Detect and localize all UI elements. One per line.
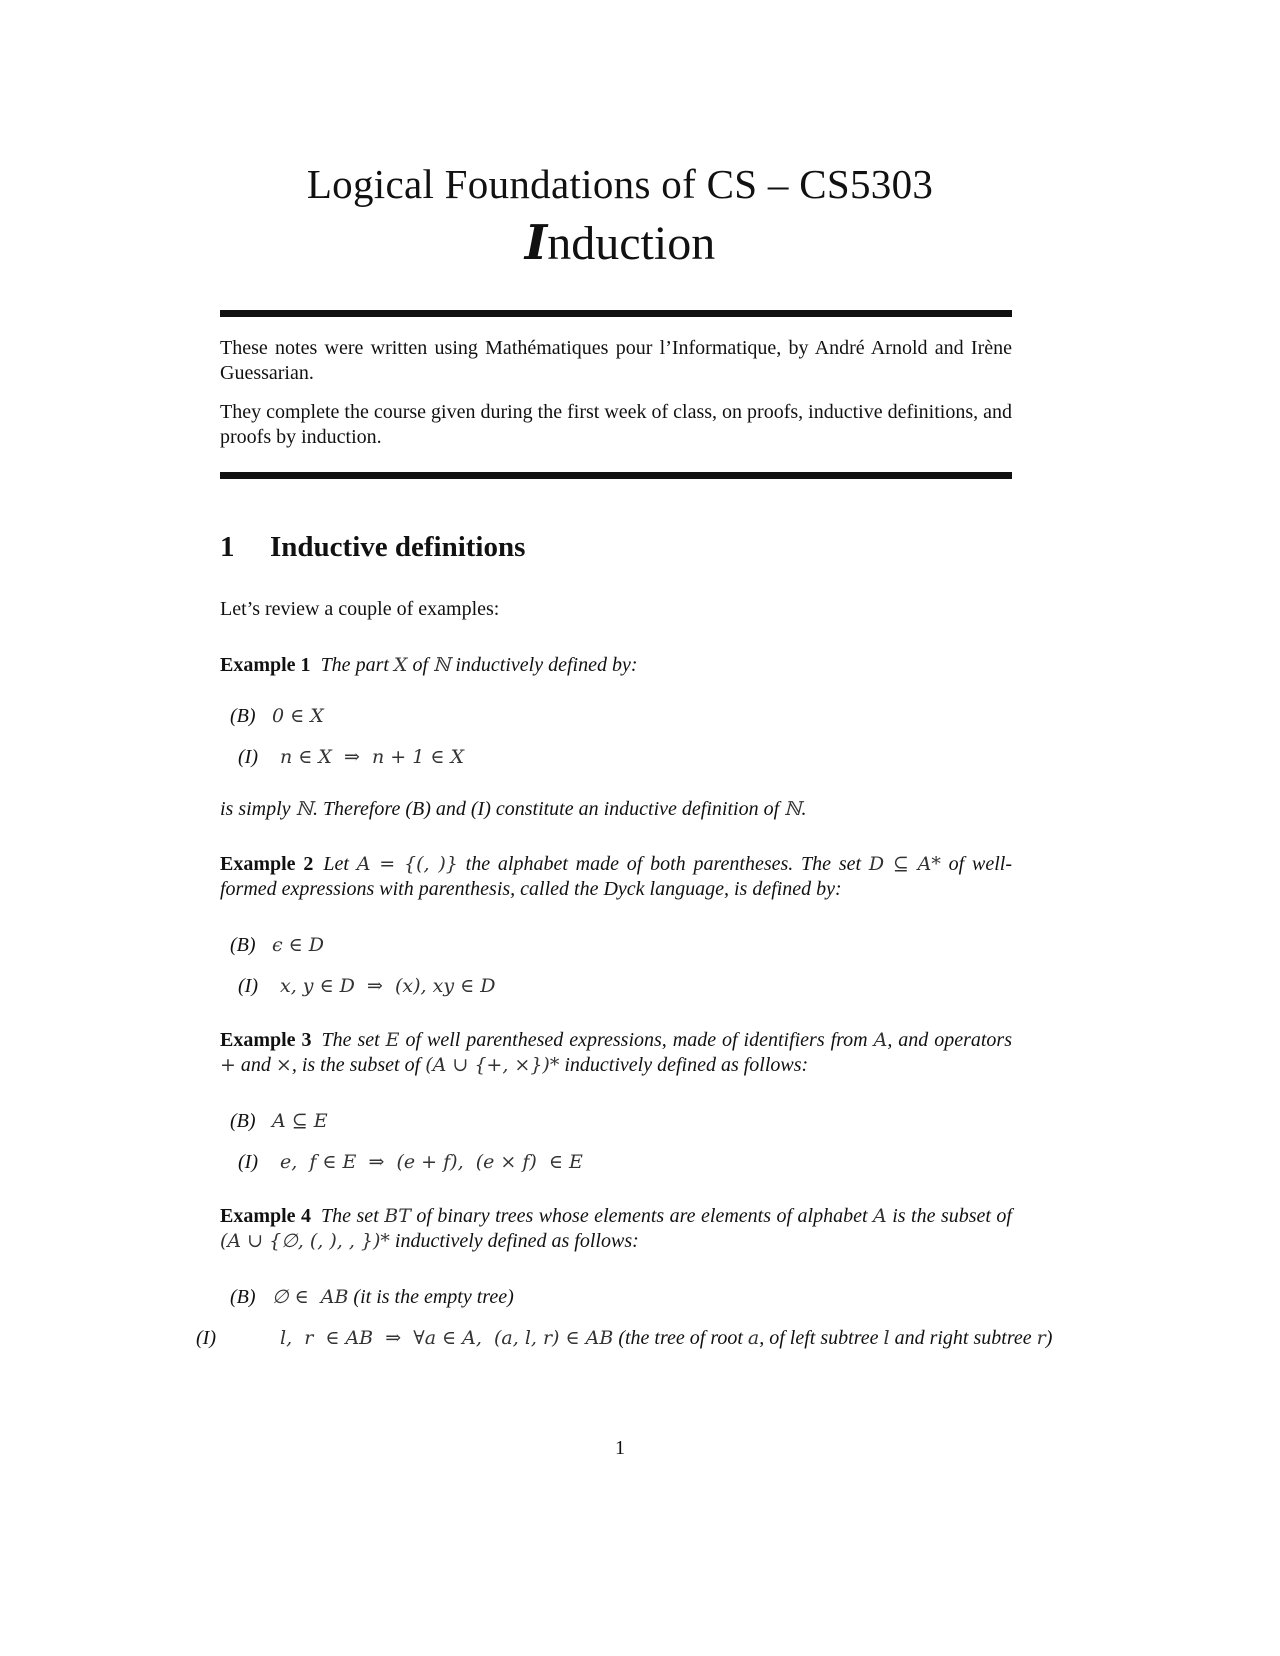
math-naturals: ℕ [433,654,451,676]
example-4-inductive-rule [196,1326,1054,1351]
example-3-text: and [235,1054,276,1076]
math-naturals: ℕ [784,798,802,820]
example-1-conclusion [220,797,1012,822]
example-1-base-rule [230,704,1000,729]
example-1-text: The part [320,654,394,676]
example-4-label: Example 4 [220,1205,312,1227]
math-e: E [385,1029,400,1051]
rule-label: (B) [230,934,256,956]
math-r: r [1036,1327,1046,1349]
math-subset: (A ∪ {+, ×})* [425,1054,560,1076]
conclusion-text: . Therefore (B) and (I) constitute an inductive definition of [312,798,785,820]
section-heading [220,531,525,564]
example-3 [220,1028,1012,1078]
rule-math: e, f ∈ E ⇒ (e + f), (e × f) ∈ E [280,1151,583,1173]
example-1-text: inductively defined by: [450,654,638,676]
rule-math: l, r ∈ AB ⇒ ∀a ∈ A, (a, l, r) ∈ AB [280,1327,614,1349]
rule-math: A ⊆ E [272,1110,328,1132]
math-x: X [393,654,408,676]
math-naturals: ℕ [295,798,313,820]
math-dyck-set: D ⊆ A* [868,853,941,875]
rule-comment: and right subtree [889,1327,1037,1349]
example-4-text: inductively defined as follows: [389,1230,639,1252]
math-a: A [873,1029,888,1051]
rule-label: (I) [238,746,258,768]
section-title: Inductive definitions [270,531,526,563]
math-a: A [873,1205,887,1227]
example-3-base-rule [230,1109,1000,1134]
rule-comment: , of left subtree [759,1327,884,1349]
math-alphabet: A = {(, )} [356,853,458,875]
rule-comment: ) [1045,1327,1053,1349]
example-1-label: Example 1 [220,654,311,676]
example-2-text: the alphabet made of both parentheses. The set [457,853,869,875]
example-1-inductive-rule [238,745,1008,770]
example-2 [220,852,1012,902]
section-number: 1 [220,531,235,563]
abstract-paragraph-2: They complete the course given during the first week of class, on proofs, inductive definitions, and proofs by induction. [220,401,1013,448]
rule-math: 0 ∈ X [272,705,324,727]
math-times: × [275,1054,292,1076]
example-1 [220,653,1012,678]
fraktur-initial: I [524,215,548,271]
document-subtitle [0,215,1240,271]
top-rule [220,310,1012,317]
rule-label: (I) [238,975,258,997]
example-3-label: Example 3 [220,1029,312,1051]
example-4-text: is the subset of [886,1205,1012,1227]
rule-comment: (the tree of root [613,1327,748,1349]
math-a: a [747,1327,760,1349]
math-plus: + [220,1054,236,1076]
math-subset: (A ∪ {∅, (, ), , })* [220,1230,390,1252]
rule-label: (I) [196,1327,216,1349]
example-4-base-rule [230,1285,1000,1310]
rule-label: (B) [230,705,256,727]
example-2-text: of well-formed expressions with parenthesis, called the Dyck language, is defined by: [220,853,1013,900]
rule-math: x, y ∈ D ⇒ (x), xy ∈ D [280,975,496,997]
example-3-text: The set [321,1029,386,1051]
math-bt: BT [384,1205,411,1227]
example-3-text: of well parenthesed expressions, made of identifiers from [399,1029,874,1051]
example-1-text: of [407,654,433,676]
rule-comment: (it is the empty tree) [348,1286,514,1308]
example-3-text: , and operators [887,1029,1012,1051]
example-2-base-rule [230,933,1000,958]
example-4 [220,1204,1012,1254]
rule-math: ∅ ∈ AB [272,1286,349,1308]
conclusion-text: . [801,798,807,820]
example-2-inductive-rule [238,974,1008,999]
example-4-text: of binary trees whose elements are elements of alphabet [410,1205,873,1227]
document-title: Logical Foundations of CS – CS5303 [306,161,934,207]
abstract [220,336,1012,464]
page-number: 1 [615,1437,625,1459]
math-l: l [883,1327,890,1349]
section-intro: Let’s review a couple of examples: [220,598,500,620]
example-2-text: Let [323,853,357,875]
rule-label: (B) [230,1110,256,1132]
example-2-label: Example 2 [220,853,314,875]
example-3-text: , is the subset of [291,1054,426,1076]
rule-math: n ∈ X ⇒ n + 1 ∈ X [280,746,464,768]
rule-label: (I) [238,1151,258,1173]
subtitle-rest: nduction [547,217,716,270]
example-3-text: inductively defined as follows: [559,1054,809,1076]
rule-label: (B) [230,1286,256,1308]
bottom-rule [220,472,1012,479]
rule-math: ϵ ∈ D [272,934,325,956]
example-4-text: The set [321,1205,385,1227]
abstract-paragraph-1: These notes were written using Mathématiques pour l’Informatique, by André Arnold and Irène Guessarian. [220,337,1012,384]
conclusion-text: is simply [220,798,296,820]
example-3-inductive-rule [238,1150,1008,1175]
